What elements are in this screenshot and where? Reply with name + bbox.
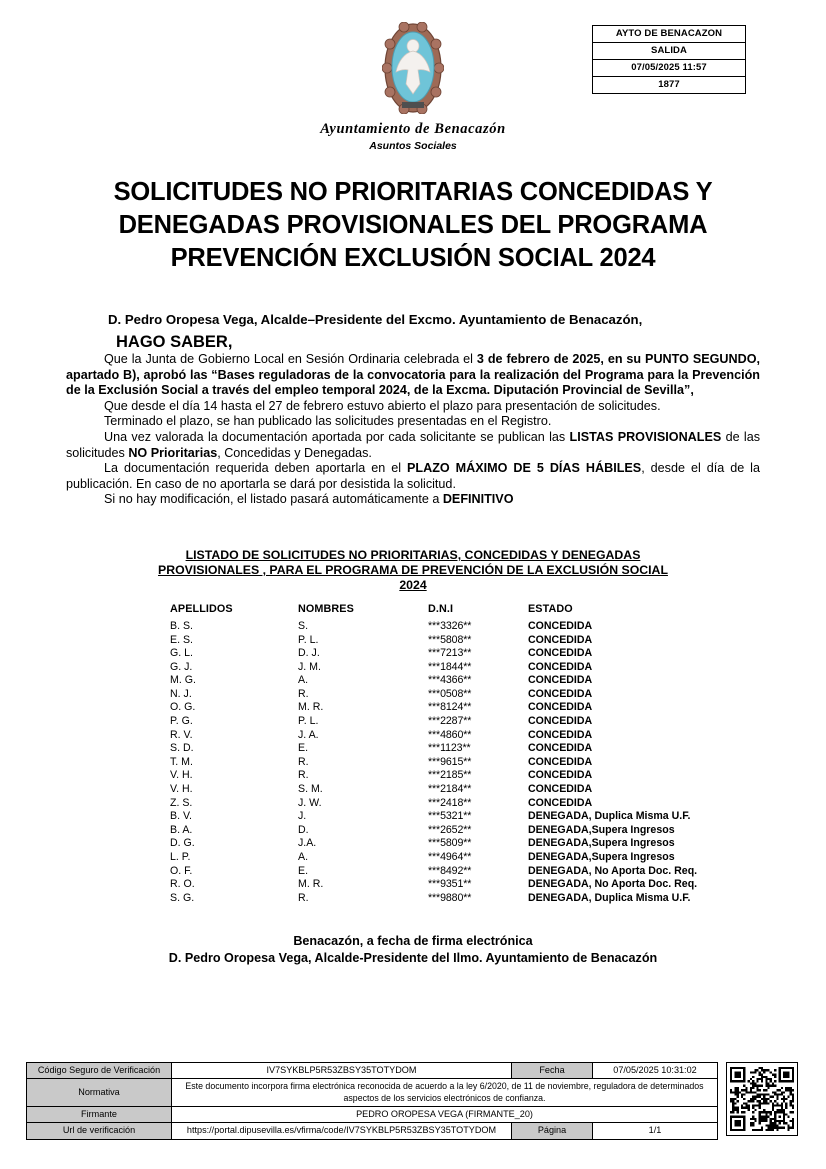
emphasis-text: PLAZO MÁXIMO DE 5 DÍAS HÁBILES [407, 461, 642, 476]
applications-table [170, 603, 697, 905]
applicant-dni: ***9351** [428, 878, 472, 891]
applicant-status: CONCEDIDA [528, 796, 593, 809]
applicant-dni: ***8492** [428, 864, 472, 877]
table-row [170, 661, 697, 675]
applicant-dni: ***2418** [428, 796, 472, 809]
emphasis-text: LISTAS PROVISIONALES [569, 429, 722, 444]
applicant-names: A. [298, 851, 309, 864]
column-header-dni: D.N.I [428, 603, 454, 616]
pagina-label: Página [512, 1123, 593, 1139]
emphasis-text: 3 de febrero de 2025, en su PUNTO SEGUNDO, apartado B), aprobó las “Bases reguladoras de la convocatoria para la realización del Programa para la Prevención de la Exclusión Social a través del empleo temporal 2024, de la Excma. Diputación Provincial de Sevilla”, [66, 352, 760, 398]
coat-of-arms-icon [382, 22, 444, 114]
intro-paragraph [66, 311, 760, 328]
applicant-names: J. [298, 810, 307, 823]
body-text: Una vez valorada la documentación aportada por cada solicitante se publican las [104, 429, 570, 444]
applicant-names: J.A. [298, 837, 317, 850]
table-row [170, 715, 697, 729]
table-body [170, 620, 697, 905]
stamp-datetime: 07/05/2025 11:57 [593, 60, 745, 77]
applicant-status: CONCEDIDA [528, 619, 593, 632]
applicant-status: CONCEDIDA [528, 769, 593, 782]
table-row [170, 729, 697, 743]
verification-footer [26, 1062, 800, 1140]
applicant-surnames: S. D. [170, 742, 194, 755]
table-row [170, 810, 697, 824]
stamp-number: 1877 [658, 79, 680, 90]
table-row [170, 701, 697, 715]
paragraph-5 [66, 461, 760, 492]
body-text: , Concedidas y Denegadas. [217, 445, 372, 460]
firmante-label: Firmante [27, 1106, 172, 1122]
fecha-value: 07/05/2025 10:31:02 [593, 1063, 718, 1079]
applicant-surnames: B. V. [170, 810, 192, 823]
applicant-dni: ***0508** [428, 687, 472, 700]
applicant-names: J. W. [298, 796, 322, 809]
paragraph-5-text [66, 461, 760, 491]
fecha-label: Fecha [512, 1063, 593, 1079]
applicant-names: S. M. [298, 783, 323, 796]
applicant-names: P. L. [298, 715, 319, 728]
applicant-dni: ***4366** [428, 674, 472, 687]
applicant-surnames: D. G. [170, 837, 195, 850]
body-text: Si no hay modificación, el listado pasará automáticamente a [104, 492, 443, 507]
intro-text: D. Pedro Oropesa Vega, Alcalde–Presidente del Excmo. Ayuntamiento de Benacazón, [108, 312, 643, 327]
emphasis-text: DEFINITIVO [442, 492, 514, 507]
applicant-surnames: M. G. [170, 674, 196, 687]
body-text: de las solicitudes [66, 429, 760, 460]
body-text: La documentación requerida deben aportarla en el [104, 461, 407, 476]
firmante-value: PEDRO OROPESA VEGA (FIRMANTE_20) [172, 1106, 718, 1122]
paragraph-4-text [66, 430, 760, 460]
body-text: , desde el día de la publicación. En caso de no aportarla se dará por desistida la solicitud. [66, 461, 760, 491]
table-row [170, 742, 697, 756]
firmante-row [27, 1106, 718, 1122]
applicant-dni: ***4964** [428, 851, 472, 864]
applicant-status: CONCEDIDA [528, 783, 593, 796]
signature-name-line: D. Pedro Oropesa Vega, Alcalde-Presidente del Ilmo. Ayuntamiento de Benacazón [168, 950, 658, 965]
signature-block [0, 933, 826, 966]
applicant-dni: ***8124** [428, 701, 472, 714]
list-heading [72, 548, 754, 592]
applicant-surnames: V. H. [170, 783, 193, 796]
csv-row [27, 1063, 718, 1079]
normativa-label: Normativa [27, 1079, 172, 1106]
table-row [170, 688, 697, 702]
applicant-names: D. J. [298, 647, 320, 660]
applicant-dni: ***2652** [428, 823, 472, 836]
table-row [170, 634, 697, 648]
applicant-status: CONCEDIDA [528, 660, 593, 673]
qr-code [726, 1062, 798, 1136]
applicant-status: DENEGADA, No Aporta Doc. Req. [528, 864, 698, 877]
emphasis-text: NO Prioritarias [128, 445, 218, 460]
applicant-surnames: E. S. [170, 633, 193, 646]
applicant-status: CONCEDIDA [528, 742, 593, 755]
table-row [170, 797, 697, 811]
body-text: Que desde el día 14 hasta el 27 de febrero estuvo abierto el plazo para presentación de solicitudes. [104, 398, 661, 413]
applicant-surnames: R. O. [170, 878, 195, 891]
applicant-names: R. [298, 769, 309, 782]
signature-place-line: Benacazón, a fecha de firma electrónica [293, 934, 533, 949]
normativa-value: Este documento incorpora firma electrónica reconocida de acuerdo a la ley 6/2020, de 11 de noviembre, reguladora de determinados aspectos de los servicios electrónicos de confianza. [172, 1079, 718, 1106]
applicant-status: CONCEDIDA [528, 715, 593, 728]
applicant-dni: ***9615** [428, 755, 472, 768]
table-row [170, 769, 697, 783]
paragraph-2 [66, 399, 760, 415]
applicant-status: DENEGADA, Duplica Misma U.F. [528, 891, 691, 904]
applicant-surnames: O. F. [170, 864, 193, 877]
applicant-names: A. [298, 674, 309, 687]
column-header-apellidos: APELLIDOS [170, 603, 233, 616]
applicant-surnames: O. G. [170, 701, 196, 714]
applicant-names: S. [298, 619, 309, 632]
applicant-names: R. [298, 755, 309, 768]
paragraph-2-text [104, 399, 661, 413]
letterhead-title: Ayuntamiento de Benacazón [320, 121, 506, 137]
applicant-status: DENEGADA,Supera Ingresos [528, 851, 675, 864]
table-row [170, 878, 697, 892]
document-header [0, 0, 826, 168]
applicant-surnames: R. V. [170, 728, 193, 741]
body-text: Terminado el plazo, se han publicado las solicitudes presentadas en el Registro. [104, 414, 552, 429]
applicant-dni: ***1123** [428, 742, 471, 755]
applicant-names: M. R. [298, 878, 324, 891]
declaration-heading: HAGO SABER, [116, 333, 233, 351]
table-row [170, 756, 697, 770]
applicant-surnames: L. P. [170, 851, 191, 864]
table-header-row [170, 603, 697, 620]
pagina-value: 1/1 [593, 1123, 718, 1139]
stamp-entity: AYTO DE BENACAZON [593, 26, 745, 43]
applicant-dni: ***2287** [428, 715, 472, 728]
table-row [170, 783, 697, 797]
applicant-surnames: Z. S. [170, 796, 193, 809]
paragraph-6 [66, 492, 760, 508]
applicant-dni: ***1844** [428, 660, 472, 673]
applicant-names: E. [298, 742, 309, 755]
applicant-surnames: G. L. [170, 647, 193, 660]
url-row [27, 1123, 718, 1139]
csv-label: Código Seguro de Verificación [27, 1063, 172, 1079]
page-title: SOLICITUDES NO PRIORITARIAS CONCEDIDAS Y DENEGADAS PROVISIONALES DEL PROGRAMA PREVENCIÓN EXCLUSIÓN SOCIAL 2024 [113, 178, 713, 272]
applicant-status: CONCEDIDA [528, 674, 593, 687]
registry-stamp [592, 25, 746, 94]
applicant-dni: ***7213** [428, 647, 472, 660]
applicant-names: J. M. [298, 660, 321, 673]
applicant-dni: ***4860** [428, 728, 472, 741]
applicant-names: M. R. [298, 701, 324, 714]
table-row [170, 837, 697, 851]
applicant-names: P. L. [298, 633, 319, 646]
document-body [66, 311, 760, 508]
table-row [170, 824, 697, 838]
paragraph-1-text [66, 352, 760, 397]
applicant-surnames: N. J. [170, 687, 192, 700]
applicant-dni: ***3326** [428, 619, 472, 632]
applicant-dni: ***5808** [428, 633, 472, 646]
applicant-surnames: V. H. [170, 769, 193, 782]
applicant-dni: ***9880** [428, 891, 472, 904]
table-row [170, 892, 697, 906]
applicant-dni: ***5321** [428, 810, 472, 823]
column-header-nombres: NOMBRES [298, 603, 354, 616]
list-heading-line3: 2024 [399, 577, 427, 592]
applicant-status: DENEGADA,Supera Ingresos [528, 837, 675, 850]
applicant-surnames: S. G. [170, 891, 195, 904]
applicant-dni: ***5809** [428, 837, 472, 850]
applicant-status: DENEGADA,Supera Ingresos [528, 823, 675, 836]
table-row [170, 851, 697, 865]
applicant-status: CONCEDIDA [528, 755, 593, 768]
applicant-dni: ***2185** [428, 769, 472, 782]
applicant-status: CONCEDIDA [528, 701, 593, 714]
applicant-surnames: P. G. [170, 715, 193, 728]
stamp-type: SALIDA [593, 43, 745, 60]
paragraph-6-text [104, 492, 514, 506]
applicant-status: DENEGADA, Duplica Misma U.F. [528, 810, 691, 823]
table-row [170, 674, 697, 688]
applicant-status: CONCEDIDA [528, 647, 593, 660]
paragraph-3-text [104, 414, 551, 428]
list-heading-line1: LISTADO DE SOLICITUDES NO PRIORITARIAS, CONCEDIDAS Y DENEGADAS [185, 547, 641, 562]
qr-code-icon [730, 1066, 794, 1132]
applicant-surnames: G. J. [170, 660, 193, 673]
column-header-estado: ESTADO [528, 603, 573, 616]
verification-table [26, 1062, 718, 1140]
url-label: Url de verificación [27, 1123, 172, 1139]
applicant-names: E. [298, 864, 309, 877]
normativa-row [27, 1079, 718, 1106]
table-row [170, 647, 697, 661]
csv-value: IV7SYKBLP5R53ZBSY35TOTYDOM [172, 1063, 512, 1079]
paragraph-4 [66, 430, 760, 461]
applicant-names: D. [298, 823, 309, 836]
applicant-surnames: B. A. [170, 823, 193, 836]
applicant-status: CONCEDIDA [528, 728, 593, 741]
letterhead-subtitle: Asuntos Sociales [369, 140, 457, 152]
body-text: Que la Junta de Gobierno Local en Sesión Ordinaria celebrada el [104, 352, 477, 366]
paragraph-3 [66, 414, 760, 430]
applicant-surnames: T. M. [170, 755, 193, 768]
table-row [170, 620, 697, 634]
applicant-status: CONCEDIDA [528, 633, 593, 646]
applicant-status: CONCEDIDA [528, 687, 593, 700]
list-heading-line2: PROVISIONALES , PARA EL PROGRAMA DE PREVENCIÓN DE LA EXCLUSIÓN SOCIAL [158, 562, 668, 577]
applicant-status: DENEGADA, No Aporta Doc. Req. [528, 878, 698, 891]
applicant-names: R. [298, 891, 309, 904]
table-row [170, 865, 697, 879]
paragraph-1 [66, 352, 760, 399]
applicant-names: J. A. [298, 728, 319, 741]
applicant-surnames: B. S. [170, 619, 193, 632]
applicant-dni: ***2184** [428, 783, 472, 796]
applicant-names: R. [298, 687, 309, 700]
url-value[interactable]: https://portal.dipusevilla.es/vfirma/code/IV7SYKBLP5R53ZBSY35TOTYDOM [172, 1123, 512, 1139]
